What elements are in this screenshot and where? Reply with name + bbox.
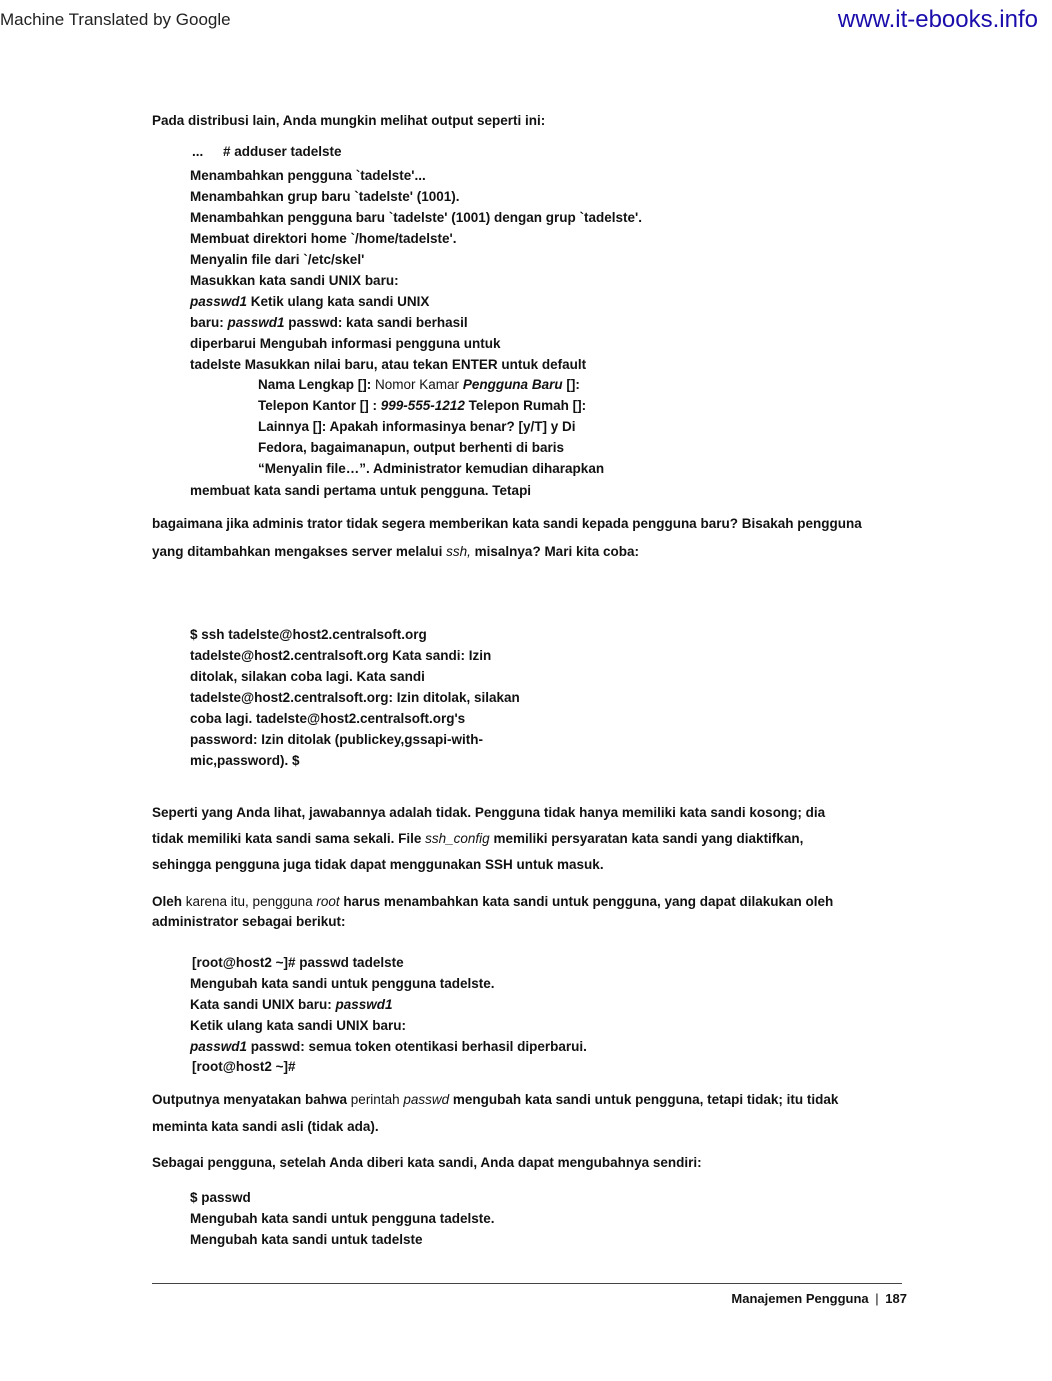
code-line: $ passwd [190, 1190, 251, 1205]
body-text-line: bagaimana jika adminis trator tidak segera memberikan kata sandi kepada pengguna baru? Bisakah pengguna [152, 516, 862, 531]
code-line: Mengubah kata sandi untuk pengguna tadelste. [190, 1211, 495, 1226]
body-text: yang ditambahkan mengakses server melalui [152, 544, 447, 559]
code-prompt-dots: ... [192, 144, 204, 159]
body-text-line: Sebagai pengguna, setelah Anda diberi kata sandi, Anda dapat mengubahnya sendiri: [152, 1155, 702, 1170]
code-line [190, 294, 429, 309]
body-italic-term: ssh, [446, 544, 471, 559]
code-text: Telepon Kantor [] : [258, 398, 381, 413]
code-line [190, 1039, 587, 1054]
code-italic-value: 999-555-1212 [380, 398, 465, 413]
code-line: coba lagi. tadelste@host2.centralsoft.org's [190, 711, 466, 726]
code-line: Mengubah kata sandi untuk tadelste [190, 1232, 423, 1247]
code-line: Menambahkan grup baru `tadelste' (1001). [190, 189, 460, 204]
intro-paragraph: Pada distribusi lain, Anda mungkin melihat output seperti ini: [152, 113, 546, 128]
code-text: passwd: semua token otentikasi berhasil diperbarui. [247, 1039, 587, 1054]
body-text-line: meminta kata sandi asli (tidak ada). [152, 1119, 379, 1134]
code-text: baru: [190, 315, 228, 330]
code-text: Nomor Kamar [375, 377, 463, 392]
code-line: Masukkan kata sandi UNIX baru: [190, 273, 399, 288]
body-text-line [152, 831, 803, 846]
code-line: ditolak, silakan coba lagi. Kata sandi [190, 669, 425, 684]
code-text: []: [562, 377, 580, 392]
code-italic-value: Pengguna Baru [462, 377, 563, 392]
body-italic-term: ssh_config [425, 831, 490, 846]
body-italic-term: passwd [403, 1092, 450, 1107]
body-text: misalnya? Mari kita coba: [470, 544, 639, 559]
code-text: Telepon Rumah []: [464, 398, 587, 413]
body-text: mengubah kata sandi untuk pengguna, tetapi tidak; itu tidak [449, 1092, 839, 1107]
code-line: Menyalin file dari `/etc/skel' [190, 252, 365, 267]
code-italic-value: passwd1 [335, 997, 393, 1012]
code-line: mic,password). $ [190, 753, 300, 768]
code-line: $ ssh tadelste@host2.centralsoft.org [190, 627, 427, 642]
body-text: tidak memiliki kata sandi sama sekali. File [152, 831, 426, 846]
machine-translated-label: Machine Translated by Google [0, 10, 231, 29]
footer-divider [152, 1283, 902, 1284]
body-text: memiliki persyaratan kata sandi yang diaktifkan, [489, 831, 804, 846]
body-text: Oleh [152, 894, 183, 909]
footer-chapter: Manajemen Pengguna [731, 1291, 869, 1306]
body-text-line [152, 894, 833, 909]
code-line: [root@host2 ~]# [192, 1059, 296, 1074]
body-text-line [152, 1092, 838, 1107]
footer-separator: | [875, 1291, 879, 1306]
code-line: diperbarui Mengubah informasi pengguna untuk [190, 336, 501, 351]
code-italic-value: passwd1 [190, 1039, 248, 1054]
code-line: Membuat direktori home `/home/tadelste'. [190, 231, 457, 246]
body-text-line: Seperti yang Anda lihat, jawabannya adalah tidak. Pengguna tidak hanya memiliki kata sandi kosong; dia [152, 805, 826, 820]
code-line: [root@host2 ~]# passwd tadelste [192, 955, 404, 970]
body-text-line: administrator sebagai berikut: [152, 914, 346, 929]
code-italic-value: passwd1 [190, 294, 248, 309]
code-line: Menambahkan pengguna baru `tadelste' (1001) dengan grup `tadelste'. [190, 210, 642, 225]
code-line: Lainnya []: Apakah informasinya benar? [y/T] y Di [258, 419, 576, 434]
code-text: Kata sandi UNIX baru: [190, 997, 336, 1012]
body-text-line: sehingga pengguna juga tidak dapat menggunakan SSH untuk masuk. [152, 857, 604, 872]
code-line: Fedora, bagaimanapun, output berhenti di baris [258, 440, 565, 455]
code-line: Mengubah kata sandi untuk pengguna tadelste. [190, 976, 495, 991]
code-line: Ketik ulang kata sandi UNIX baru: [190, 1018, 407, 1033]
footer-page-number: 187 [885, 1291, 907, 1306]
code-line: membuat kata sandi pertama untuk pengguna. Tetapi [190, 483, 532, 498]
code-line: tadelste@host2.centralsoft.org: Izin ditolak, silakan [190, 690, 520, 705]
code-line [258, 377, 580, 392]
code-adduser-command: # adduser tadelste [223, 144, 342, 159]
code-text: Nama Lengkap []: [258, 377, 376, 392]
body-text-line [152, 544, 639, 559]
code-line: Menambahkan pengguna `tadelste'... [190, 168, 426, 183]
code-line [190, 315, 468, 330]
site-link[interactable]: www.it-ebooks.info [837, 6, 1038, 33]
body-text: harus menambahkan kata sandi untuk pengguna, yang dapat dilakukan oleh [339, 894, 834, 909]
body-italic-term: root [316, 894, 340, 909]
code-text: Ketik ulang kata sandi UNIX [247, 294, 430, 309]
body-text: Outputnya menyatakan bahwa [152, 1092, 348, 1107]
code-line: password: Izin ditolak (publickey,gssapi-with- [190, 732, 484, 747]
body-text: perintah [347, 1092, 404, 1107]
code-text: passwd: kata sandi berhasil [284, 315, 468, 330]
code-line: “Menyalin file…”. Administrator kemudian diharapkan [258, 461, 605, 476]
code-line [190, 997, 393, 1012]
code-italic-value: passwd1 [227, 315, 285, 330]
body-text: karena itu, pengguna [182, 894, 317, 909]
code-line: tadelste@host2.centralsoft.org Kata sandi: Izin [190, 648, 492, 663]
page-footer [731, 1291, 907, 1306]
code-line: tadelste Masukkan nilai baru, atau tekan ENTER untuk default [190, 357, 587, 372]
code-line [258, 398, 586, 413]
